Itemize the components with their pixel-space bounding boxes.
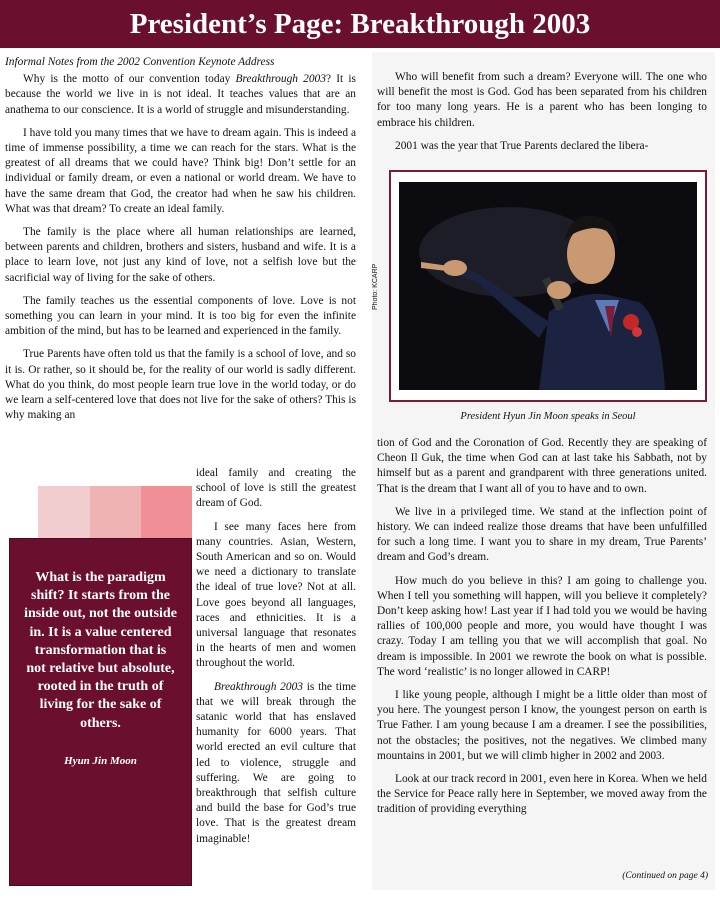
left-column-narrow-text: [196, 466, 356, 855]
paragraph: True Parents have often told us that the family is a school of love, and so it is. Or rather, so it should be, for the reality of our world is sadly different. What do you think, do most people learn true love in the world today, or do we learn a self-centered love that does not live for the sake of others? This is why making an: [5, 348, 356, 422]
article-subtitle: Informal Notes from the 2002 Convention Keynote Address: [5, 56, 275, 68]
text-run: is the time that we will break through the satanic world that has enslaved humanity for 6000 years. That world erected an evil culture that led to violence, struggle and suffering. We are going to breakthrough that selfish culture and build the base for God’s true love. That is the greatest dream imaginable!: [196, 680, 356, 845]
paragraph: I see many faces here from many countries. Asian, Western, South American and so on. Would we need a dictionary to translate the ideal of true love? Not at all. Love goes beyond all languages, races and ethnicities. It is a universal language that resonates in the hearts of men and women throughout the world.: [196, 520, 356, 670]
left-column-text: [5, 55, 356, 431]
speaker-photo: [399, 182, 697, 390]
paragraph: [196, 680, 356, 847]
paragraph: The family teaches us the essential components of love. Love is not something you can learn in your mind. It is too big for even the infinite ambition of the mind, but has to be learned and experienced in the family.: [5, 294, 356, 338]
swatch-dark: [141, 486, 192, 538]
pull-quote-text: What is the paradigm shift? It starts from the inside out, not the outside in. It is a value centered transformation that is not relative but absolute, rooted in the truth of living for the sake of others.: [24, 570, 177, 731]
paragraph: How much do you believe in this? I am going to challenge you. When I tell you something will happen, will you believe it completely? Don’t keep asking how! Last year if I had told you we would be having rallies of 100,000 people and more, you would have thought I was crazy. Today I am telling you that we will accomplish that goal. No dream is impossible. In 2001 we rewrote the book on what is possible. The word ‘realistic’ is no longer allowed in CARP!: [377, 574, 707, 678]
speaker-illustration: [399, 182, 697, 390]
paragraph: tion of God and the Coronation of God. Recently they are speaking of Cheon Il Guk, the time when God can at last take his Sabbath, not by himself but as a parent and grandparent with three generations united. That is the dream that I want all of you to have and to own.: [377, 437, 707, 495]
continued-note: (Continued on page 4): [622, 871, 708, 881]
paragraph: Who will benefit from such a dream? Everyone will. The one who will benefit the most is God. God has been separated from his children for too many long years. He is a parent who has been longing to embrace his children.: [377, 71, 707, 129]
paragraph: I have told you many times that we have to dream again. This is indeed a time of immense possibility, a time we can reach for the stars. What is the greatest of all dreams that we could have? Think big! Don’t settle for an individual or family dream, or even a national or world dream. We have to have the same dream that God, the creator had when he saw his children. What was that dream? To create an ideal family.: [5, 126, 356, 215]
text-run: Why is the motto of our convention today: [23, 73, 236, 86]
paragraph: [5, 72, 356, 118]
paragraph: I like young people, although I might be a little older than most of you here. The youngest person I know, the youngest person on earth is True Father. I am young because I am a dreamer. I see the possibilities, not the obstacles; the positives, not the negatives. We climbed many mountains in 2001, but we will climb higher in 2002 and 2003.: [377, 689, 707, 762]
pull-quote-box: [9, 538, 192, 886]
right-column-text-top: [377, 70, 707, 162]
italic-run: Breakthrough 2003: [235, 73, 326, 86]
photo-caption: President Hyun Jin Moon speaks in Seoul: [460, 411, 636, 422]
italic-run: Breakthrough 2003: [214, 680, 303, 693]
page-banner: [0, 0, 720, 48]
swatch-light: [38, 486, 90, 538]
color-swatches: [38, 486, 192, 538]
paragraph: The family is the place where all human relationships are learned, between parents and children, brothers and sisters, husband and wife. It is a place to learn love, not just any kind of love, not a selfish love but the sacrificial way of living for the sake of others.: [5, 226, 356, 284]
paragraph: We live in a privileged time. We stand at the inflection point of history. We can indeed realize those dreams that have been unfulfilled for such a long time. I want you to share in my dream, True Parents’ dream and God’s dream.: [377, 505, 707, 564]
page-title: President’s Page: Breakthrough 2003: [129, 8, 591, 40]
text-run: ? It is because the world we live in is not ideal. It teaches values that are an anathema to our conscience. It is a world of struggle and misunderstanding.: [5, 73, 356, 116]
photo-frame: [389, 170, 707, 402]
paragraph: Look at our track record in 2001, even here in Korea. When we held the Service for Peace rally here in September, we moved away from the tradition of providing everything: [377, 773, 707, 816]
right-column-text-bottom: [377, 436, 707, 826]
paragraph: ideal family and creating the school of love is still the greatest dream of God.: [196, 467, 356, 510]
pull-quote-author: Hyun Jin Moon: [64, 754, 137, 767]
photo-credit: Photo: KCARP: [372, 263, 379, 310]
paragraph: 2001 was the year that True Parents declared the libera-: [395, 139, 649, 152]
swatch-medium: [90, 486, 141, 538]
